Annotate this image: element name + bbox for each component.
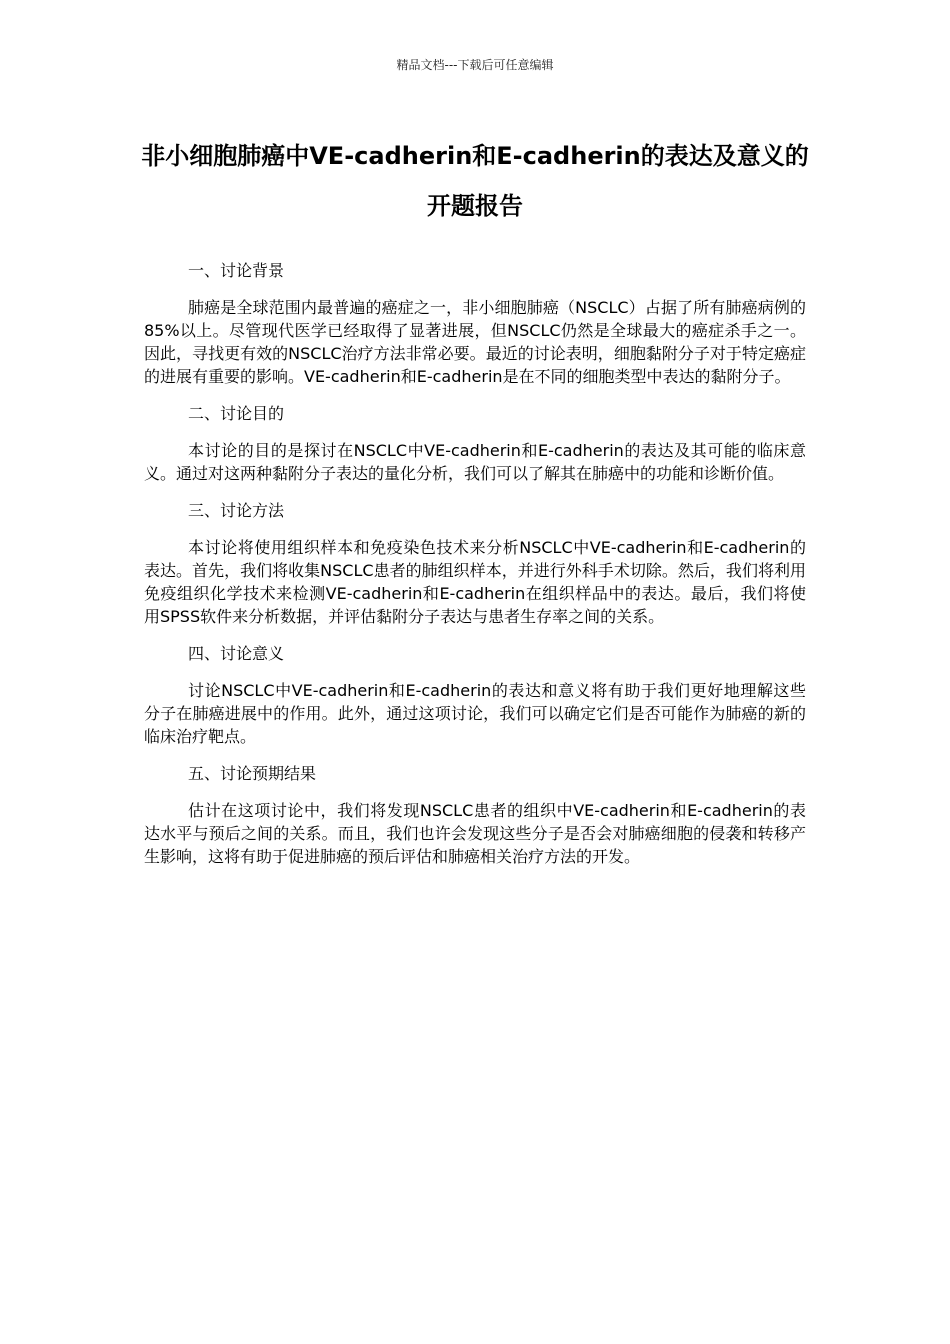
document-body [144,259,806,882]
section-heading-background: 一、讨论背景 [188,261,285,280]
section-heading-significance: 四、讨论意义 [188,644,285,663]
section-paragraph-significance: 讨论NSCLC中VE-cadherin和E-cadherin的表达和意义将有助于我们更好地理解这些分子在肺癌进展中的作用。此外，通过这项讨论，我们可以确定它们是否可能作为肺癌的新的临床治疗靶点。 [144,681,806,746]
section-paragraph-purpose: 本讨论的目的是探讨在NSCLC中VE-cadherin和E-cadherin的表达及其可能的临床意义。通过对这两种黏附分子表达的量化分析，我们可以了解其在肺癌中的功能和诊断价值。 [144,441,806,483]
section-paragraph-methods: 本讨论将使用组织样本和免疫染色技术来分析NSCLC中VE-cadherin和E-cadherin的表达。首先，我们将收集NSCLC患者的肺组织样本，并进行外科手术切除。然后，我们将利用免疫组织化学技术来检测VE-cadherin和E-cadherin在组织样品中的表达。最后，我们将使用SPSS软件来分析数据，并评估黏附分子表达与患者生存率之间的关系。 [144,538,806,626]
section-paragraph-expected-results: 估计在这项讨论中，我们将发现NSCLC患者的组织中VE-cadherin和E-cadherin的表达水平与预后之间的关系。而且，我们也许会发现这些分子是否会对肺癌细胞的侵袭和转移产生影响，这将有助于促进肺癌的预后评估和肺癌相关治疗方法的开发。 [144,801,806,866]
document-title: 非小细胞肺癌中VE-cadherin和E-cadherin的表达及意义的开题报告 [141,142,809,220]
section-heading-purpose: 二、讨论目的 [188,404,285,423]
section-paragraph-background: 肺癌是全球范围内最普遍的癌症之一，非小细胞肺癌（NSCLC）占据了所有肺癌病例的85%以上。尽管现代医学已经取得了显著进展，但NSCLC仍然是全球最大的癌症杀手之一。因此，寻找更有效的NSCLC治疗方法非常必要。最近的讨论表明，细胞黏附分子对于特定癌症的进展有重要的影响。VE-cadherin和E-cadherin是在不同的细胞类型中表达的黏附分子。 [144,298,806,386]
section-heading-expected-results: 五、讨论预期结果 [188,764,317,783]
section-heading-methods: 三、讨论方法 [188,501,285,520]
header-note: 精品文档---下载后可任意编辑 [396,58,554,72]
